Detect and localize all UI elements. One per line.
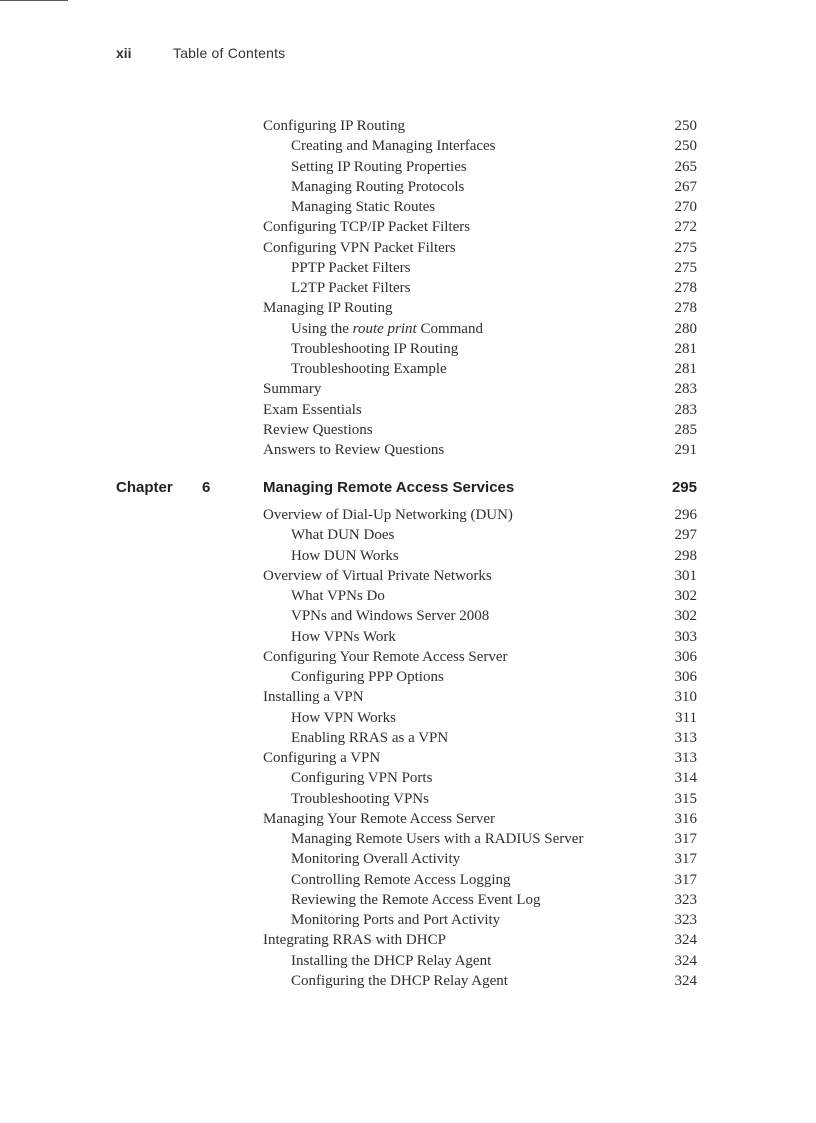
toc-entry-title: Exam Essentials: [263, 401, 362, 418]
chapter-title: Managing Remote Access Services: [263, 479, 515, 496]
toc-entry-page: 285: [674, 421, 697, 438]
toc-entry-title: Review Questions: [263, 421, 373, 438]
toc-entry-title-part: Using the: [291, 320, 353, 337]
toc-subentry[interactable]: [263, 197, 697, 217]
page-folio: xii: [116, 45, 132, 61]
toc-entry-page: 311: [675, 709, 697, 726]
toc-entry-title: Configuring IP Routing: [263, 118, 405, 134]
toc-entry[interactable]: [263, 647, 697, 667]
toc-subentry[interactable]: [263, 728, 697, 748]
toc-entry-title: Managing IP Routing: [263, 300, 393, 317]
toc-entry[interactable]: [263, 440, 697, 460]
toc-subentry[interactable]: [263, 258, 697, 278]
toc-entry-title: Enabling RRAS as a VPN: [291, 729, 449, 746]
toc-entry-title-italic: route print: [352, 320, 417, 337]
toc-entry-title: What DUN Does: [291, 527, 395, 544]
toc-entry-page: 324: [674, 952, 697, 969]
toc-entry[interactable]: [263, 809, 697, 829]
toc-entry-title: How VPNs Work: [291, 628, 396, 645]
toc-entry-title: Overview of Dial-Up Networking (DUN): [263, 507, 513, 523]
toc-entry[interactable]: [263, 566, 697, 586]
toc-entry-title: PPTP Packet Filters: [291, 259, 411, 276]
toc-entry[interactable]: [263, 505, 697, 525]
toc-entry-title: Summary: [263, 381, 322, 398]
toc-entry-title: Troubleshooting IP Routing: [291, 340, 459, 357]
toc-entry-title: Integrating RRAS with DHCP: [263, 932, 446, 949]
toc-entry-page: 324: [674, 932, 697, 949]
toc-entry-title: Managing Your Remote Access Server: [263, 810, 496, 827]
toc-subentry[interactable]: [263, 627, 697, 647]
toc-entry-page: 297: [674, 527, 697, 544]
toc-subentry[interactable]: [263, 586, 697, 606]
toc-subentry[interactable]: [263, 157, 697, 177]
toc-entry-title: Managing Routing Protocols: [291, 178, 465, 195]
toc-subentry[interactable]: [263, 768, 697, 788]
toc-entry-title: Controlling Remote Access Logging: [291, 871, 511, 888]
toc-entry-page: 317: [674, 831, 697, 847]
toc-entry-page: 281: [674, 361, 697, 377]
toc-entry-title: Monitoring Ports and Port Activity: [291, 912, 501, 928]
toc-entry-title: Managing Remote Users with a RADIUS Server: [291, 831, 584, 847]
toc-entry-title: Configuring the DHCP Relay Agent: [291, 972, 508, 989]
toc-entry-title: Configuring TCP/IP Packet Filters: [263, 219, 471, 236]
toc-entry-page: 314: [674, 770, 697, 787]
toc-subentry[interactable]: [263, 829, 697, 849]
toc-entry-page: 301: [674, 567, 697, 584]
toc-subentry[interactable]: [263, 890, 697, 910]
toc-entry-page: 323: [674, 912, 697, 928]
toc-entry[interactable]: [263, 748, 697, 768]
toc-entry-page: 275: [674, 259, 697, 276]
toc-entry-title: Troubleshooting VPNs: [291, 790, 429, 807]
toc-entry-title: Monitoring Overall Activity: [291, 851, 461, 868]
toc-entry-title: How DUN Works: [291, 547, 399, 564]
toc-entry[interactable]: [263, 930, 697, 950]
toc-subentry[interactable]: [263, 546, 697, 566]
toc-entry-page: 323: [674, 891, 697, 908]
toc-entry-title: [291, 319, 483, 339]
toc-entry-page: 302: [674, 588, 697, 604]
toc-entry-title: How VPN Works: [291, 709, 396, 726]
chapter-number: 6: [202, 479, 211, 496]
toc-entry[interactable]: [263, 238, 697, 258]
toc-entry-page: 317: [674, 871, 697, 888]
toc-entry-page: 324: [674, 972, 697, 989]
toc-entry-page: 310: [674, 689, 697, 706]
toc-entry-page: 296: [674, 507, 697, 523]
toc-subentry[interactable]: [263, 177, 697, 197]
toc-subentry[interactable]: [263, 849, 697, 869]
toc-subentry[interactable]: [263, 278, 697, 298]
toc-entry-title: Configuring a VPN: [263, 750, 381, 766]
toc-entry-title: L2TP Packet Filters: [291, 280, 411, 296]
toc-entry-title: Configuring VPN Packet Filters: [263, 239, 456, 256]
toc-subentry[interactable]: [263, 870, 697, 890]
toc-entry-page: 275: [674, 239, 697, 256]
toc-entry-title: Troubleshooting Example: [291, 361, 447, 377]
toc-entry[interactable]: [263, 379, 697, 399]
top-rule: [0, 0, 68, 1]
toc-entry-page: 313: [674, 729, 697, 746]
toc-entry-page: 291: [674, 442, 697, 458]
toc-subentry[interactable]: [263, 339, 697, 359]
toc-entry-page: 303: [674, 628, 697, 645]
toc-entry-page: 298: [674, 547, 697, 564]
toc-entry-page: 281: [674, 340, 697, 357]
toc-subentry[interactable]: [263, 951, 697, 971]
toc-subentry[interactable]: [263, 708, 697, 728]
toc-entry-page: 317: [674, 851, 697, 868]
toc-entry-title: Setting IP Routing Properties: [291, 158, 467, 175]
toc-entry-page: 272: [674, 219, 697, 236]
toc-entry-page: 306: [674, 648, 697, 665]
toc-entry-title: Overview of Virtual Private Networks: [263, 567, 492, 584]
toc-entry-page: 250: [674, 118, 697, 134]
toc-entry-title: Configuring VPN Ports: [291, 770, 433, 787]
toc-entry-page: 280: [674, 320, 697, 337]
toc-entry-page: 283: [674, 401, 697, 418]
toc-subentry[interactable]: [263, 910, 697, 930]
toc-entry[interactable]: [263, 687, 697, 707]
toc-entry-page: 250: [674, 138, 697, 155]
toc-entry-page: 302: [674, 608, 697, 625]
toc-entry-title: Installing the DHCP Relay Agent: [291, 952, 492, 969]
toc-entry-page: 267: [674, 178, 697, 195]
chapter-label: Chapter: [116, 479, 173, 496]
chapter-heading[interactable]: [116, 477, 697, 499]
toc-entry-title-part: Command: [416, 320, 483, 337]
toc-entry-page: 265: [674, 158, 697, 175]
toc-entry-page: 313: [674, 750, 697, 766]
toc-subentry[interactable]: [263, 319, 697, 339]
toc-entry-page: 278: [674, 280, 697, 296]
toc-entry-title: VPNs and Windows Server 2008: [291, 608, 490, 625]
toc-entry-page: 283: [674, 381, 697, 398]
toc-subentry[interactable]: [263, 359, 697, 379]
toc-entry-title: Installing a VPN: [263, 689, 364, 706]
toc-entry-title: What VPNs Do: [291, 588, 385, 604]
toc-entry-page: 278: [674, 300, 697, 317]
toc-entry-title: Managing Static Routes: [291, 199, 436, 215]
toc-subentry[interactable]: [263, 606, 697, 626]
chapter-page: 295: [671, 479, 697, 496]
toc-entry-page: 306: [674, 669, 697, 685]
toc-subentry[interactable]: [263, 667, 697, 687]
toc-entry-title: Creating and Managing Interfaces: [291, 138, 496, 155]
toc-subentry[interactable]: [263, 971, 697, 991]
toc-entry-page: 315: [674, 790, 697, 807]
toc-entry-title: Answers to Review Questions: [263, 442, 445, 458]
toc-entry[interactable]: [263, 298, 697, 318]
running-head-title: Table of Contents: [173, 45, 286, 61]
toc-subentry[interactable]: [263, 525, 697, 545]
toc-entry-page: 316: [674, 810, 697, 827]
toc-entry-title: Reviewing the Remote Access Event Log: [291, 891, 541, 908]
toc-subentry[interactable]: [263, 789, 697, 809]
toc-entry-title: Configuring Your Remote Access Server: [263, 648, 508, 665]
toc-entry[interactable]: [263, 217, 697, 237]
toc-entry[interactable]: [263, 116, 697, 136]
toc-subentry[interactable]: [263, 136, 697, 156]
toc-entry[interactable]: [263, 420, 697, 440]
toc-entry-title: Configuring PPP Options: [291, 669, 444, 685]
toc-entry-page: 270: [674, 199, 697, 215]
toc-entry[interactable]: [263, 400, 697, 420]
